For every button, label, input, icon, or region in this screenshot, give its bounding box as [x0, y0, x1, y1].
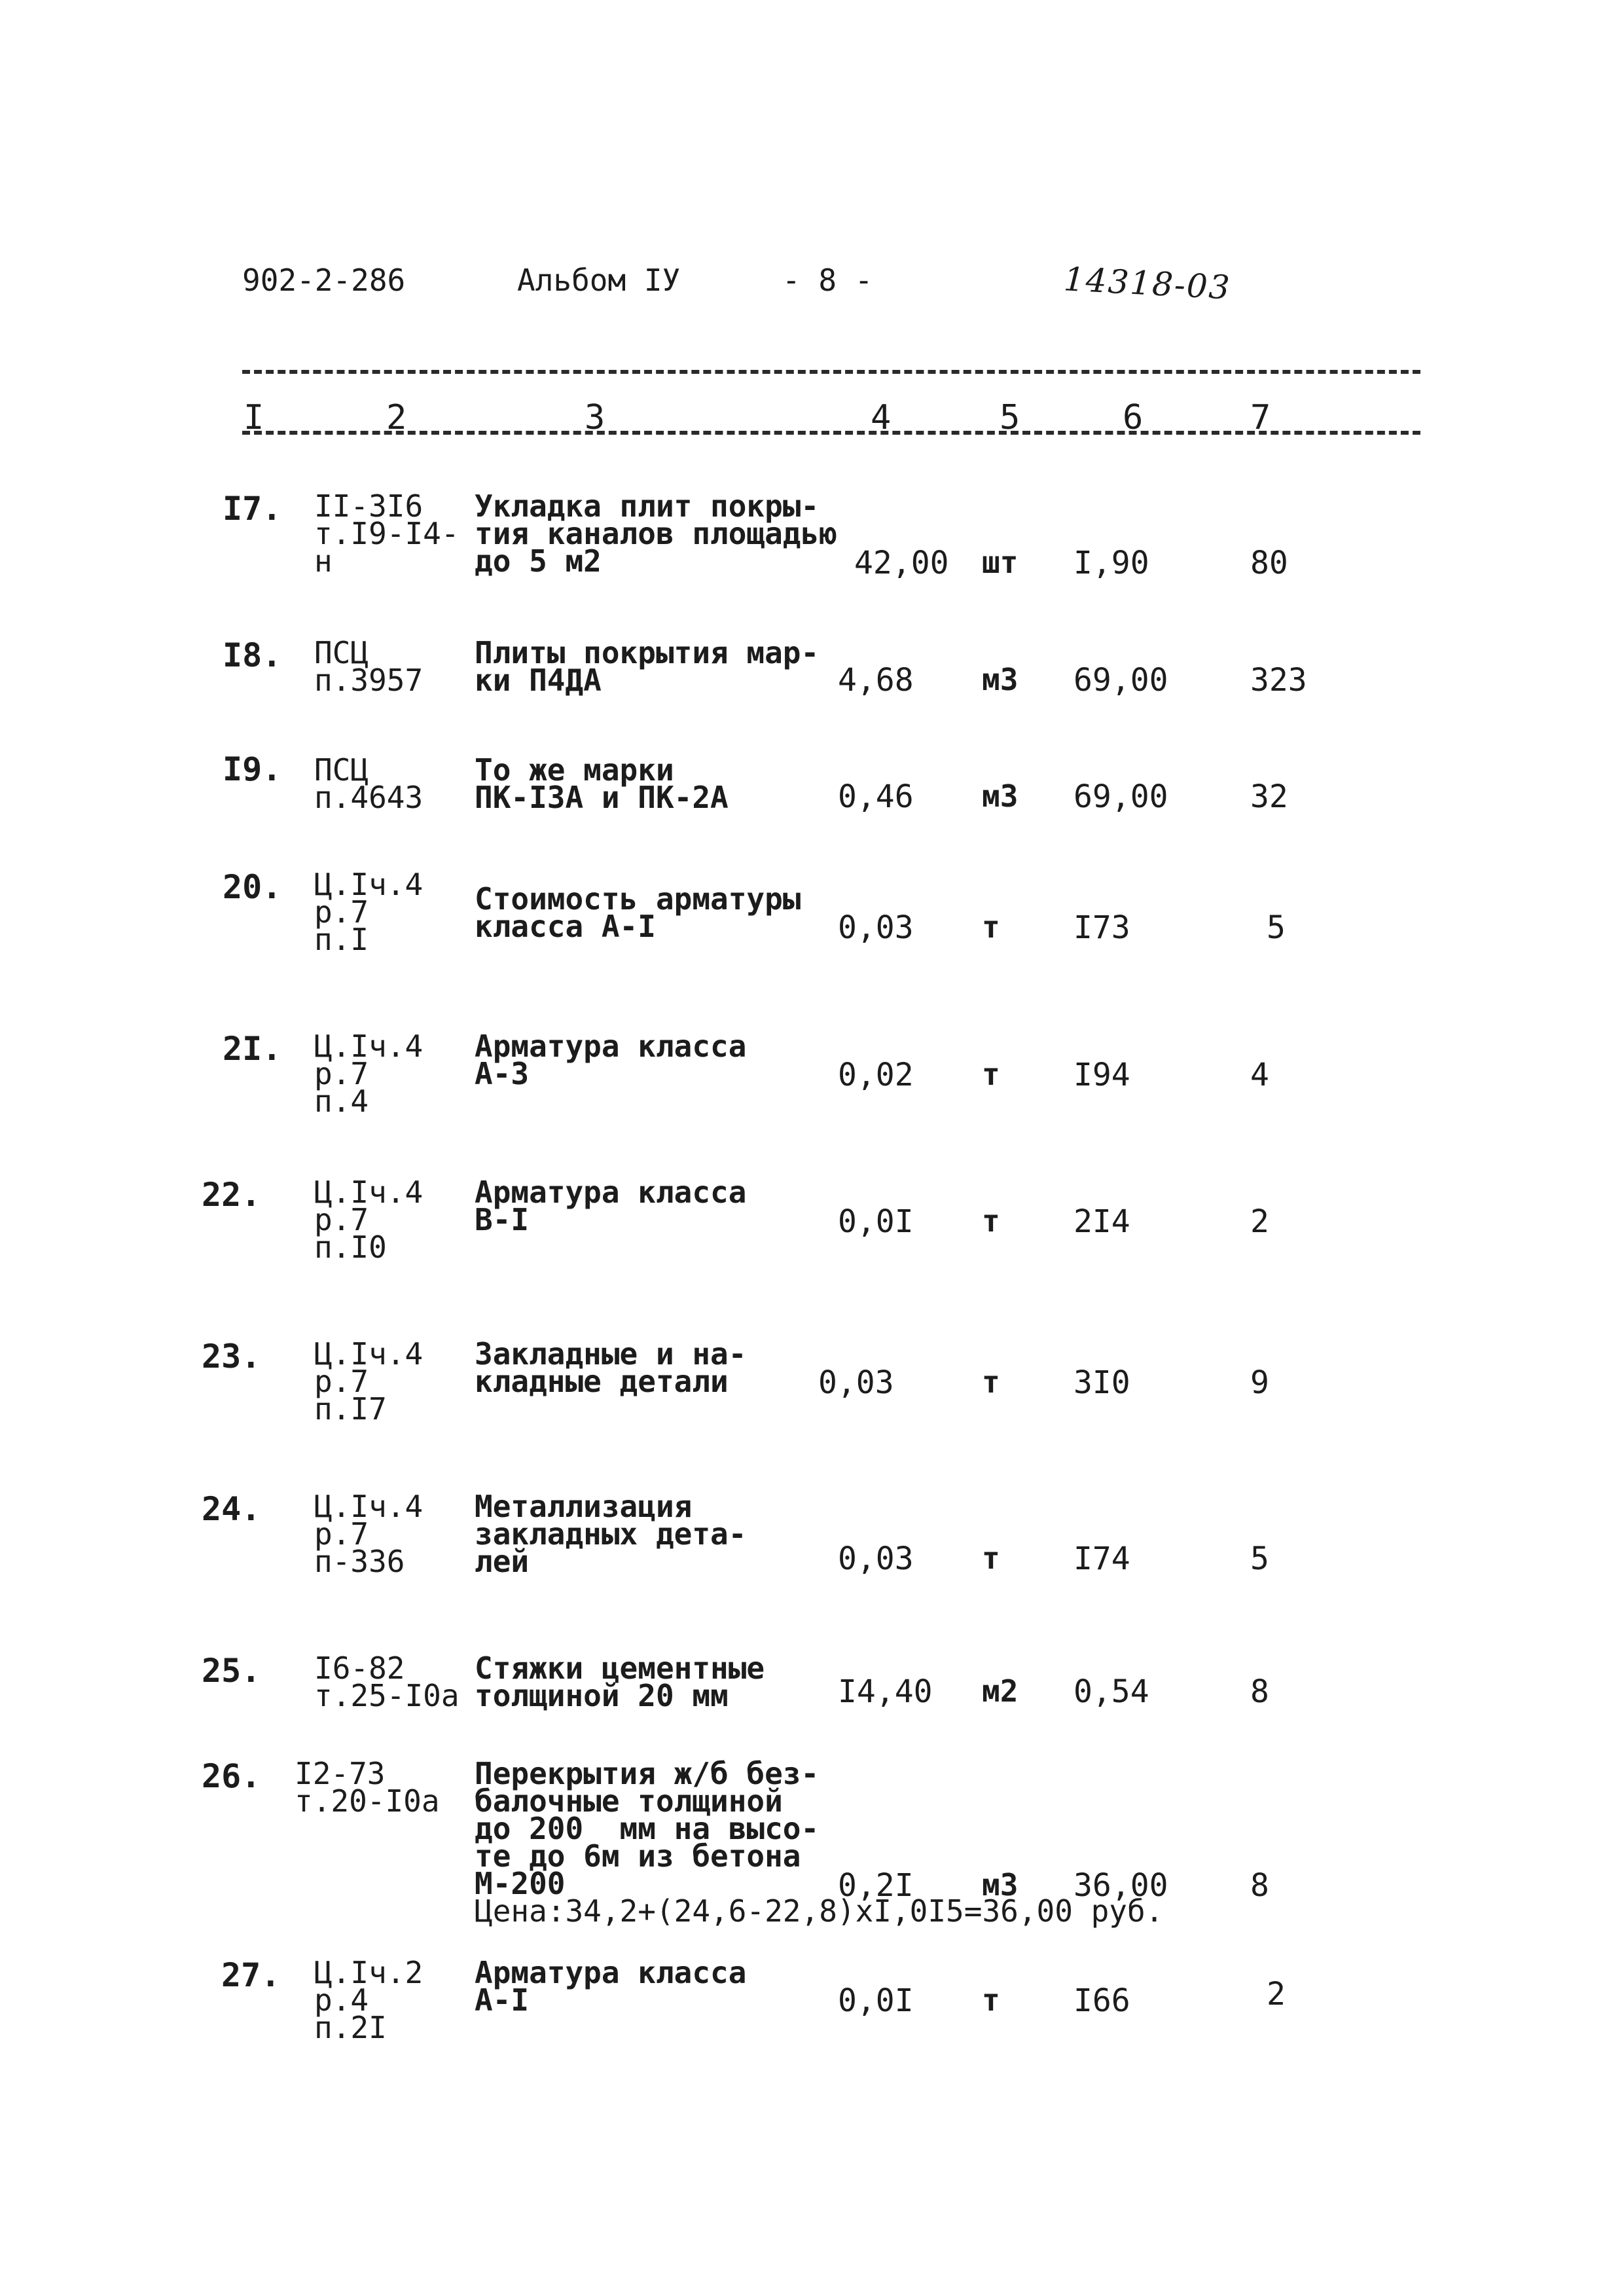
row-number: 27. — [221, 1956, 281, 1994]
quantity: 0,46 — [838, 778, 914, 815]
unit: шт — [982, 545, 1019, 580]
norm-reference: Ц.Iч.4 р.7 п.4 — [314, 1029, 424, 1119]
quantity: 0,03 — [838, 1540, 914, 1577]
unit: т — [982, 1203, 1000, 1239]
work-description: Перекрытия ж/б без- балочные толщиной до 200 мм на высо- те до 6м из бетона М-200 — [475, 1756, 820, 1901]
work-description: Стяжки цементные толщиной 20 мм — [475, 1650, 765, 1713]
row-number: 23. — [202, 1338, 261, 1376]
row-number: I9. — [223, 750, 282, 788]
work-description: Стоимость арматуры класса А-I — [475, 881, 801, 944]
unit-price: 0,54 — [1074, 1673, 1149, 1710]
unit: т — [982, 1982, 1000, 2018]
work-description: Укладка плит покры- тия каналов площадью до 5 м2 — [475, 488, 837, 579]
total-cost: 8 — [1250, 1867, 1269, 1904]
norm-reference: ПСЦ п.4643 — [314, 752, 424, 815]
work-description: То же марки ПК-I3А и ПК-2А — [475, 752, 729, 815]
total-cost: 5 — [1250, 1540, 1269, 1577]
column-number: 4 — [871, 398, 892, 437]
row-number: I8. — [223, 636, 282, 674]
column-number: 3 — [585, 398, 605, 437]
column-number: 5 — [1000, 398, 1020, 437]
unit: т — [982, 1364, 1000, 1400]
unit-price: 2I4 — [1074, 1203, 1130, 1240]
column-number: 2 — [386, 398, 407, 437]
work-description: Арматура класса А-3 — [475, 1029, 747, 1091]
row-number: 2I. — [223, 1030, 282, 1068]
work-description: Арматура класса А-I — [475, 1955, 747, 2018]
norm-reference: I6-82 т.25-I0а — [314, 1650, 460, 1713]
unit-price: I94 — [1074, 1057, 1130, 1093]
page-number: - 8 - — [782, 263, 873, 298]
work-description: Плиты покрытия мар- ки П4ДА — [475, 635, 820, 698]
document-code: 902-2-286 — [242, 263, 406, 298]
norm-reference: Ц.Iч.4 р.7 п.I — [314, 867, 424, 957]
row-number: 25. — [202, 1652, 261, 1690]
unit-price: 69,00 — [1074, 662, 1168, 699]
unit: м3 — [982, 1867, 1019, 1903]
total-cost: 8 — [1250, 1673, 1269, 1710]
column-number: 7 — [1250, 398, 1271, 437]
norm-reference: Ц.Iч.4 р.7 п.I7 — [314, 1336, 424, 1427]
row-number: 22. — [202, 1176, 261, 1214]
quantity: 0,02 — [838, 1057, 914, 1093]
column-dashed-rule — [242, 431, 1420, 435]
norm-reference: ПСЦ п.3957 — [314, 635, 424, 698]
norm-reference: I2-73 т.20-I0а — [295, 1756, 440, 1819]
unit: м3 — [982, 778, 1019, 814]
quantity: 0,03 — [818, 1364, 894, 1401]
norm-reference: Ц.Iч.2 р.4 п.2I — [314, 1955, 424, 2045]
norm-reference: II-3I6 т.I9-I4- н — [314, 488, 460, 579]
quantity: 42,00 — [854, 545, 949, 581]
quantity: 0,0I — [838, 1203, 914, 1240]
quantity: 0,2I — [838, 1867, 914, 1904]
total-cost: 5 — [1267, 909, 1286, 946]
column-number: 6 — [1123, 398, 1144, 437]
norm-reference: Ц.Iч.4 р.7 п-336 — [314, 1489, 424, 1579]
total-cost: 9 — [1250, 1364, 1269, 1401]
unit: м3 — [982, 662, 1019, 697]
total-cost: 323 — [1250, 662, 1307, 699]
unit-price: 69,00 — [1074, 778, 1168, 815]
unit: т — [982, 909, 1000, 945]
row-number: I7. — [223, 490, 282, 528]
total-cost: 2 — [1250, 1203, 1269, 1240]
work-description: Закладные и на- кладные детали — [475, 1336, 747, 1399]
unit: т — [982, 1540, 1000, 1576]
quantity: 0,0I — [838, 1982, 914, 2019]
quantity: 4,68 — [838, 662, 914, 699]
work-description: Арматура класса В-I — [475, 1175, 747, 1237]
unit: т — [982, 1057, 1000, 1092]
quantity: 0,03 — [838, 909, 914, 946]
column-number: I — [244, 398, 264, 437]
price-calculation-note: Цена:34,2+(24,6-22,8)хI,0I5=36,00 руб. — [475, 1893, 1164, 1929]
work-description: Металлизация закладных дета- лей — [475, 1489, 747, 1579]
unit-price: I,90 — [1074, 545, 1149, 581]
norm-reference: Ц.Iч.4 р.7 п.I0 — [314, 1175, 424, 1265]
unit-price: 3I0 — [1074, 1364, 1130, 1401]
unit-price: I66 — [1074, 1982, 1130, 2019]
top-dashed-rule — [242, 370, 1420, 374]
handwritten-code: 14318-03 — [1062, 260, 1232, 307]
quantity: I4,40 — [838, 1673, 933, 1710]
total-cost: 2 — [1267, 1976, 1286, 2013]
row-number: 24. — [202, 1490, 261, 1528]
total-cost: 4 — [1250, 1057, 1269, 1093]
unit-price: I73 — [1074, 909, 1130, 946]
total-cost: 32 — [1250, 778, 1288, 815]
unit-price: I74 — [1074, 1540, 1130, 1577]
row-number: 26. — [202, 1757, 261, 1795]
album-label: Альбом IУ — [517, 263, 681, 298]
row-number: 20. — [223, 868, 282, 906]
unit-price: 36,00 — [1074, 1867, 1168, 1904]
total-cost: 80 — [1250, 545, 1288, 581]
unit: м2 — [982, 1673, 1019, 1709]
